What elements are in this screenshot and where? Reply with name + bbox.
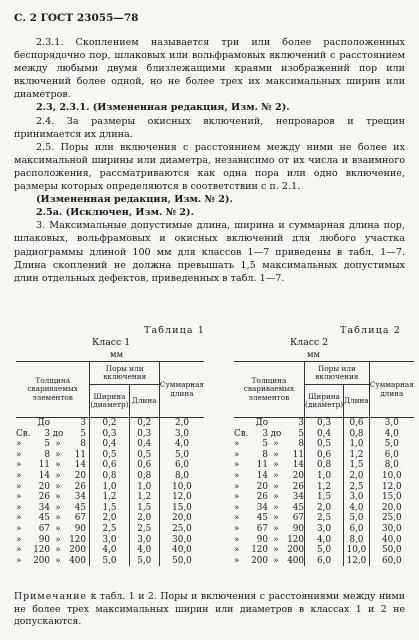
length-cell: 4,0 bbox=[129, 545, 159, 556]
thickness-from: 120 bbox=[251, 545, 268, 556]
thickness-from: 11 bbox=[256, 460, 268, 471]
thickness-prefix: » bbox=[234, 502, 240, 513]
thickness-to: 120 bbox=[287, 534, 304, 545]
table-row bbox=[234, 429, 414, 440]
thickness-to: 8 bbox=[298, 439, 304, 450]
length-cell: 2,0 bbox=[344, 471, 370, 482]
length-cell: 6,0 bbox=[344, 524, 370, 535]
thickness-prefix: » bbox=[16, 545, 22, 556]
total-cell: 30,0 bbox=[172, 534, 192, 545]
thickness-to: 26 bbox=[292, 481, 304, 492]
thickness-separator: » bbox=[55, 513, 61, 524]
thickness-cell bbox=[16, 556, 90, 567]
table-row bbox=[16, 418, 204, 429]
thickness-separator bbox=[268, 418, 284, 429]
note-text: к табл. 1 и 2. Поры и включения с расстояниями между ними не более трех максимальных ширин или диаметров в классах 1 и 2 не допускаются. bbox=[14, 591, 405, 628]
thickness-separator: » bbox=[273, 534, 279, 545]
thickness-separator: » bbox=[273, 439, 279, 450]
width-cell: 1,2 bbox=[305, 482, 344, 493]
thickness-cell bbox=[16, 492, 90, 503]
thickness-to: 400 bbox=[69, 555, 86, 566]
length-cell: 8,0 bbox=[344, 535, 370, 546]
thickness-cell bbox=[16, 524, 90, 535]
thickness-from: 34 bbox=[256, 502, 268, 513]
thickness-separator: » bbox=[273, 555, 279, 566]
width-cell: 1,0 bbox=[90, 482, 129, 493]
width-cell: 4,0 bbox=[90, 545, 129, 556]
length-cell: 1,0 bbox=[129, 482, 159, 493]
total-cell: 5,0 bbox=[384, 439, 399, 450]
table-row bbox=[16, 524, 204, 535]
thickness-separator: до bbox=[52, 428, 64, 439]
thickness-to: 14 bbox=[292, 460, 304, 471]
thickness-to: 200 bbox=[69, 545, 86, 556]
total-cell: 12,0 bbox=[382, 481, 402, 492]
total-cell: 25,0 bbox=[172, 523, 192, 534]
thickness-to: 120 bbox=[69, 534, 86, 545]
thickness-from: 45 bbox=[256, 513, 268, 524]
thickness-cell bbox=[16, 535, 90, 546]
length-cell: 1,2 bbox=[344, 450, 370, 461]
thickness-prefix: » bbox=[234, 449, 240, 460]
length-cell: 0,4 bbox=[129, 439, 159, 450]
thickness-to: 34 bbox=[292, 492, 304, 503]
thickness-to: 5 bbox=[80, 428, 86, 439]
total-cell: 8,0 bbox=[384, 460, 399, 471]
thickness-to: 20 bbox=[292, 470, 304, 481]
table-row bbox=[16, 492, 204, 503]
total-cell: 10,0 bbox=[382, 470, 402, 481]
thickness-cell bbox=[234, 450, 305, 461]
thickness-separator bbox=[50, 418, 66, 429]
table-row bbox=[234, 492, 414, 503]
thickness-prefix: » bbox=[16, 555, 22, 566]
thickness-prefix: » bbox=[234, 439, 240, 450]
table-2-unit: мм bbox=[307, 349, 321, 359]
thickness-prefix: » bbox=[234, 523, 240, 534]
width-cell: 0,8 bbox=[305, 460, 344, 471]
thickness-separator: » bbox=[273, 523, 279, 534]
total-cell: 60,0 bbox=[382, 555, 402, 566]
thickness-from: 26 bbox=[256, 492, 268, 503]
thickness-to: 34 bbox=[74, 492, 86, 503]
total-cell: 50,0 bbox=[172, 555, 192, 566]
width-cell: 1,5 bbox=[90, 503, 129, 514]
thickness-from: 200 bbox=[251, 555, 268, 566]
thickness-from: До bbox=[255, 418, 268, 428]
thickness-prefix: » bbox=[234, 492, 240, 503]
total-cell: 20,0 bbox=[382, 502, 402, 513]
thickness-from: 90 bbox=[256, 534, 268, 545]
width-cell: 5,0 bbox=[90, 556, 129, 567]
thickness-cell bbox=[16, 471, 90, 482]
length-cell: 0,8 bbox=[344, 429, 370, 440]
note-label: Примечание bbox=[14, 591, 88, 602]
thickness-cell bbox=[16, 545, 90, 556]
thickness-prefix: Св. bbox=[16, 428, 31, 439]
thickness-to: 11 bbox=[74, 449, 86, 460]
total-cell: 2,0 bbox=[174, 418, 189, 428]
thickness-from: 11 bbox=[38, 460, 50, 471]
thickness-cell bbox=[234, 524, 305, 535]
thickness-separator: » bbox=[55, 555, 61, 566]
thickness-from: 200 bbox=[33, 555, 50, 566]
thickness-to: 90 bbox=[292, 523, 304, 534]
thickness-prefix: » bbox=[16, 449, 22, 460]
thickness-separator: » bbox=[55, 534, 61, 545]
document-page bbox=[14, 12, 414, 628]
table-row bbox=[16, 460, 204, 471]
length-cell: 5,0 bbox=[344, 513, 370, 524]
thickness-to: 45 bbox=[292, 502, 304, 513]
table-2-caption: Таблица 2 bbox=[340, 325, 402, 336]
length-cell: 0,6 bbox=[129, 460, 159, 471]
thickness-from: 34 bbox=[38, 502, 50, 513]
width-cell: 2,0 bbox=[305, 503, 344, 514]
length-cell: 3,0 bbox=[344, 492, 370, 503]
thickness-from: 45 bbox=[38, 513, 50, 524]
table-row bbox=[16, 482, 204, 493]
total-cell: 30,0 bbox=[382, 523, 402, 534]
thickness-prefix: » bbox=[234, 470, 240, 481]
thickness-cell bbox=[234, 545, 305, 556]
thickness-separator: » bbox=[273, 545, 279, 556]
length-cell: 10,0 bbox=[344, 545, 370, 556]
thickness-prefix bbox=[16, 418, 30, 429]
thickness-separator: » bbox=[55, 492, 61, 503]
thickness-cell bbox=[234, 460, 305, 471]
thickness-prefix: » bbox=[16, 513, 22, 524]
thickness-cell bbox=[16, 439, 90, 450]
length-cell: 0,6 bbox=[344, 418, 370, 429]
thickness-separator: » bbox=[273, 513, 279, 524]
thickness-from: 14 bbox=[256, 470, 268, 481]
thickness-prefix: » bbox=[16, 523, 22, 534]
thickness-separator: » bbox=[273, 470, 279, 481]
thickness-to: 11 bbox=[292, 449, 304, 460]
thickness-cell bbox=[234, 482, 305, 493]
width-cell: 3,0 bbox=[90, 535, 129, 546]
length-cell: 1,5 bbox=[344, 460, 370, 471]
total-cell: 8,0 bbox=[174, 470, 189, 481]
total-cell: 15,0 bbox=[172, 502, 192, 513]
thickness-separator: » bbox=[273, 449, 279, 460]
thickness-to: 14 bbox=[74, 460, 86, 471]
width-cell: 0,5 bbox=[305, 439, 344, 450]
thickness-cell bbox=[16, 482, 90, 493]
width-cell: 0,4 bbox=[305, 429, 344, 440]
table-1-header-thickness: Толщина свариваемых элементов bbox=[16, 362, 90, 418]
table-row bbox=[16, 429, 204, 440]
table-row bbox=[234, 471, 414, 482]
length-cell: 2,5 bbox=[129, 524, 159, 535]
width-cell: 3,0 bbox=[305, 524, 344, 535]
table-row bbox=[234, 460, 414, 471]
thickness-from: 67 bbox=[38, 523, 50, 534]
thickness-cell bbox=[234, 492, 305, 503]
thickness-to: 5 bbox=[298, 428, 304, 439]
paragraph-2-5a: 2.5а. (Исключен, Изм. № 2). bbox=[36, 207, 194, 219]
length-cell: 4,0 bbox=[344, 503, 370, 514]
table-1 bbox=[16, 361, 204, 566]
thickness-prefix: » bbox=[16, 502, 22, 513]
thickness-cell bbox=[234, 556, 305, 567]
table-row bbox=[16, 556, 204, 567]
width-cell: 0,8 bbox=[90, 471, 129, 482]
total-cell: 40,0 bbox=[172, 545, 192, 556]
thickness-cell bbox=[16, 513, 90, 524]
table-2-class: Класс 2 bbox=[290, 337, 329, 348]
paragraph-2-3-ref: 2.3, 2.3.1. (Измененная редакция, Изм. № 2). bbox=[36, 102, 290, 114]
total-cell: 4,0 bbox=[384, 428, 399, 439]
table-row bbox=[234, 535, 414, 546]
thickness-prefix: » bbox=[234, 481, 240, 492]
table-1-unit: мм bbox=[110, 349, 124, 359]
thickness-from: 26 bbox=[38, 492, 50, 503]
paragraph-2-4: 2.4. За размеры окисных включений, непроваров и трещин принимается их длина. bbox=[14, 115, 405, 140]
table-row bbox=[16, 513, 204, 524]
thickness-cell bbox=[16, 450, 90, 461]
width-cell: 0,5 bbox=[90, 450, 129, 461]
thickness-to: 200 bbox=[287, 545, 304, 556]
table-row bbox=[234, 418, 414, 429]
table-1-header-length: Длина bbox=[129, 385, 159, 418]
length-cell: 3,0 bbox=[129, 535, 159, 546]
thickness-cell bbox=[234, 471, 305, 482]
thickness-separator: » bbox=[55, 460, 61, 471]
thickness-separator: » bbox=[55, 545, 61, 556]
table-2-header-total: Суммарная длина bbox=[369, 362, 414, 418]
thickness-separator: » bbox=[55, 439, 61, 450]
table-row bbox=[16, 439, 204, 450]
thickness-to: 400 bbox=[287, 555, 304, 566]
table-2 bbox=[234, 361, 414, 566]
length-cell: 0,2 bbox=[129, 418, 159, 429]
table-1-header-width: Ширина (диаметр) bbox=[90, 385, 129, 418]
thickness-separator: » bbox=[273, 481, 279, 492]
paragraph-2-5-ref: (Измененная редакция, Изм. № 2). bbox=[36, 194, 233, 206]
length-cell: 1,0 bbox=[344, 439, 370, 450]
thickness-from: 8 bbox=[262, 449, 268, 460]
thickness-from: 20 bbox=[256, 481, 268, 492]
thickness-to: 20 bbox=[74, 470, 86, 481]
thickness-prefix bbox=[234, 418, 248, 429]
thickness-separator: » bbox=[273, 502, 279, 513]
width-cell: 0,3 bbox=[90, 429, 129, 440]
table-row bbox=[234, 524, 414, 535]
thickness-to: 45 bbox=[74, 502, 86, 513]
total-cell: 25,0 bbox=[382, 513, 402, 524]
thickness-separator: » bbox=[273, 492, 279, 503]
thickness-cell bbox=[234, 439, 305, 450]
thickness-separator: до bbox=[270, 428, 282, 439]
thickness-cell bbox=[234, 418, 305, 429]
thickness-separator: » bbox=[55, 523, 61, 534]
thickness-cell bbox=[234, 429, 305, 440]
total-cell: 15,0 bbox=[382, 492, 402, 503]
width-cell: 1,2 bbox=[90, 492, 129, 503]
width-cell: 0,4 bbox=[90, 439, 129, 450]
total-cell: 20,0 bbox=[172, 513, 192, 524]
thickness-separator: » bbox=[273, 460, 279, 471]
table-row bbox=[16, 545, 204, 556]
thickness-prefix: » bbox=[16, 534, 22, 545]
width-cell: 0,6 bbox=[90, 460, 129, 471]
length-cell: 2,5 bbox=[344, 482, 370, 493]
width-cell: 0,3 bbox=[305, 418, 344, 429]
thickness-prefix: » bbox=[16, 460, 22, 471]
thickness-cell bbox=[234, 513, 305, 524]
table-row bbox=[234, 545, 414, 556]
total-cell: 50,0 bbox=[382, 545, 402, 556]
thickness-to: 8 bbox=[80, 439, 86, 450]
table-row bbox=[234, 482, 414, 493]
thickness-to: 67 bbox=[74, 513, 86, 524]
width-cell: 5,0 bbox=[305, 545, 344, 556]
length-cell: 0,5 bbox=[129, 450, 159, 461]
total-cell: 6,0 bbox=[174, 460, 189, 471]
thickness-to: 3 bbox=[298, 418, 304, 428]
width-cell: 4,0 bbox=[305, 535, 344, 546]
total-cell: 10,0 bbox=[172, 481, 192, 492]
width-cell: 0,6 bbox=[305, 450, 344, 461]
table-row bbox=[234, 439, 414, 450]
thickness-prefix: » bbox=[234, 555, 240, 566]
table-row bbox=[16, 503, 204, 514]
width-cell: 6,0 bbox=[305, 556, 344, 567]
thickness-from: 3 bbox=[44, 428, 50, 439]
table-row bbox=[16, 535, 204, 546]
table-1-header-total: Суммарная длина bbox=[159, 362, 204, 418]
table-1-caption: Таблица 1 bbox=[144, 325, 206, 336]
thickness-prefix: » bbox=[234, 460, 240, 471]
paragraph-2-3-1: 2.3.1. Скоплением называется три или более расположенных беспорядочно пор, шлаковых или вольфрамовых включений с расстоянием между любыми двумя близлежащими краями изображений пор или включений более одной, но не более трех их максимальных ширин или диаметров. bbox=[14, 37, 405, 101]
thickness-prefix: » bbox=[16, 492, 22, 503]
total-cell: 6,0 bbox=[384, 449, 399, 460]
thickness-cell bbox=[16, 503, 90, 514]
thickness-from: 90 bbox=[38, 534, 50, 545]
width-cell: 2,5 bbox=[90, 524, 129, 535]
thickness-separator: » bbox=[55, 502, 61, 513]
paragraph-3: 3. Максимальные допустимые длина, ширина и суммарная длина пор, шлаковых, вольфрамовых и окисных включений для любого участка радиограммы длиной 100 мм для классов 1—7 приведены в табл. 1—7. Длина скоплений не должна превышать 1,5 максимальных допустимых длин отдельных дефектов, приведенных в табл. 1—7. bbox=[14, 220, 405, 284]
thickness-cell bbox=[234, 535, 305, 546]
table-row bbox=[234, 503, 414, 514]
thickness-from: 20 bbox=[38, 481, 50, 492]
paragraph-2-5: 2.5. Поры или включения с расстоянием между ними не более их максимальной ширины или диаметра, независимо от их числа и взаимного расположения, рассматриваются как одна пора или одно включение, размеры которых определяются в соответствии с п. 2.1. bbox=[14, 141, 405, 193]
table-2-header-thickness: Толщина свариваемых элементов bbox=[234, 362, 305, 418]
thickness-prefix: » bbox=[234, 534, 240, 545]
table-2-header-pores: Поры или включения bbox=[305, 362, 370, 385]
thickness-to: 3 bbox=[80, 418, 86, 428]
thickness-from: 3 bbox=[262, 428, 268, 439]
thickness-to: 90 bbox=[74, 523, 86, 534]
width-cell: 2,5 bbox=[305, 513, 344, 524]
length-cell: 5,0 bbox=[129, 556, 159, 567]
length-cell: 0,8 bbox=[129, 471, 159, 482]
thickness-cell bbox=[16, 460, 90, 471]
length-cell: 12,0 bbox=[344, 556, 370, 567]
thickness-from: 14 bbox=[38, 470, 50, 481]
table-2-header-width: Ширина (диаметр) bbox=[305, 385, 344, 418]
table-row bbox=[16, 450, 204, 461]
table-row bbox=[16, 471, 204, 482]
width-cell: 1,0 bbox=[305, 471, 344, 482]
thickness-to: 26 bbox=[74, 481, 86, 492]
thickness-prefix: Св. bbox=[234, 428, 249, 439]
table-1-header-pores: Поры или включения bbox=[90, 362, 159, 385]
width-cell: 0,2 bbox=[90, 418, 129, 429]
thickness-to: 67 bbox=[292, 513, 304, 524]
width-cell: 2,0 bbox=[90, 513, 129, 524]
total-cell: 40,0 bbox=[382, 534, 402, 545]
total-cell: 3,0 bbox=[384, 418, 399, 428]
total-cell: 5,0 bbox=[174, 449, 189, 460]
thickness-from: 5 bbox=[44, 439, 50, 450]
total-cell: 3,0 bbox=[174, 428, 189, 439]
thickness-from: До bbox=[37, 418, 50, 428]
thickness-prefix: » bbox=[234, 545, 240, 556]
thickness-from: 67 bbox=[256, 523, 268, 534]
table-row bbox=[234, 450, 414, 461]
length-cell: 1,5 bbox=[129, 503, 159, 514]
thickness-separator: » bbox=[55, 449, 61, 460]
length-cell: 1,2 bbox=[129, 492, 159, 503]
table-note bbox=[14, 591, 405, 629]
thickness-from: 120 bbox=[33, 545, 50, 556]
width-cell: 1,5 bbox=[305, 492, 344, 503]
thickness-separator: » bbox=[55, 481, 61, 492]
thickness-cell bbox=[16, 418, 90, 429]
thickness-prefix: » bbox=[16, 470, 22, 481]
table-row bbox=[234, 513, 414, 524]
table-2-header-length: Длина bbox=[344, 385, 370, 418]
total-cell: 12,0 bbox=[172, 492, 192, 503]
thickness-from: 8 bbox=[44, 449, 50, 460]
thickness-prefix: » bbox=[16, 481, 22, 492]
length-cell: 2,0 bbox=[129, 513, 159, 524]
thickness-prefix: » bbox=[16, 439, 22, 450]
table-row bbox=[234, 556, 414, 567]
thickness-cell bbox=[16, 429, 90, 440]
length-cell: 0,3 bbox=[129, 429, 159, 440]
thickness-cell bbox=[234, 503, 305, 514]
thickness-prefix: » bbox=[234, 513, 240, 524]
total-cell: 4,0 bbox=[174, 439, 189, 450]
thickness-from: 5 bbox=[262, 439, 268, 450]
table-1-class: Класс 1 bbox=[92, 337, 131, 348]
page-header: С. 2 ГОСТ 23055—78 bbox=[14, 12, 139, 24]
thickness-separator: » bbox=[55, 470, 61, 481]
